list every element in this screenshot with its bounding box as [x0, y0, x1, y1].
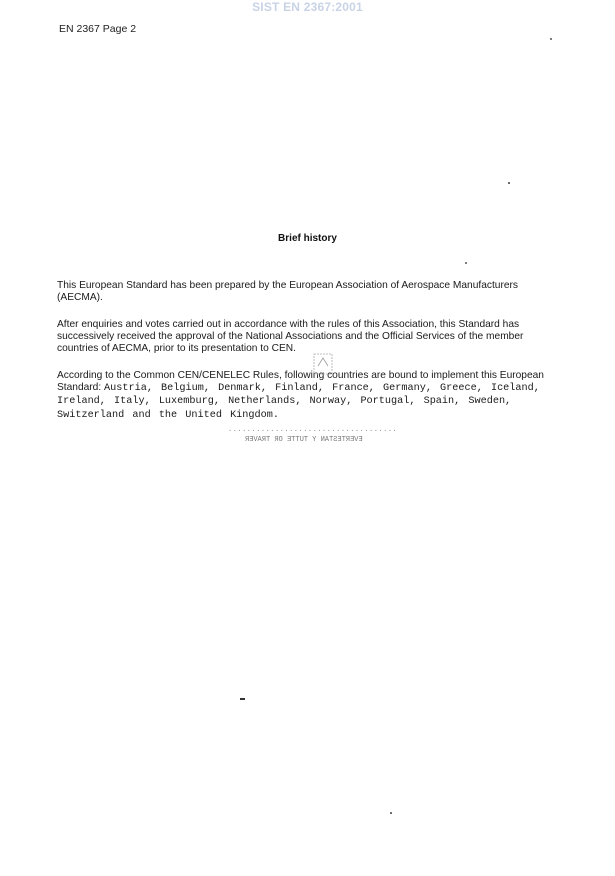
scan-speck: [508, 182, 510, 184]
section-title: Brief history: [278, 233, 337, 244]
paragraph-preparation: This European Standard has been prepared by the European Association of Aerospace Manufacturers (AECMA).: [57, 280, 518, 304]
scan-speck: [550, 38, 552, 40]
implementation-intro: According to the Common CEN/CENELEC Rules, following countries are bound to implement this European Standard:: [57, 370, 544, 394]
watermark: SIST EN 2367:2001: [252, 0, 363, 14]
stamp-dots: ....................................: [228, 426, 398, 434]
country-list: Austria, Belgium, Denmark, Finland, France, Germany, Greece, Iceland, Ireland, Italy, Luxemburg, Netherlands, Norway, Portugal, Spain, Sweden, Switzerland and the United Kingdom.: [57, 383, 540, 421]
page-header: EN 2367 Page 2: [59, 23, 137, 35]
paragraph-approval: After enquiries and votes carried out in accordance with the rules of this Association, this Standard has successively received the approval of the National Associations and the Official Services of the member countries of AECMA, prior to its presentation to CEN.: [57, 319, 524, 355]
scan-speck: [465, 262, 467, 264]
scan-mark: [240, 698, 245, 700]
scan-speck: [390, 812, 392, 814]
paragraph-implementation: [57, 370, 557, 422]
seal-icon: [312, 352, 334, 376]
stamp-text: EVERTESTAN Y TUTTE OR TRAVER: [245, 436, 363, 444]
